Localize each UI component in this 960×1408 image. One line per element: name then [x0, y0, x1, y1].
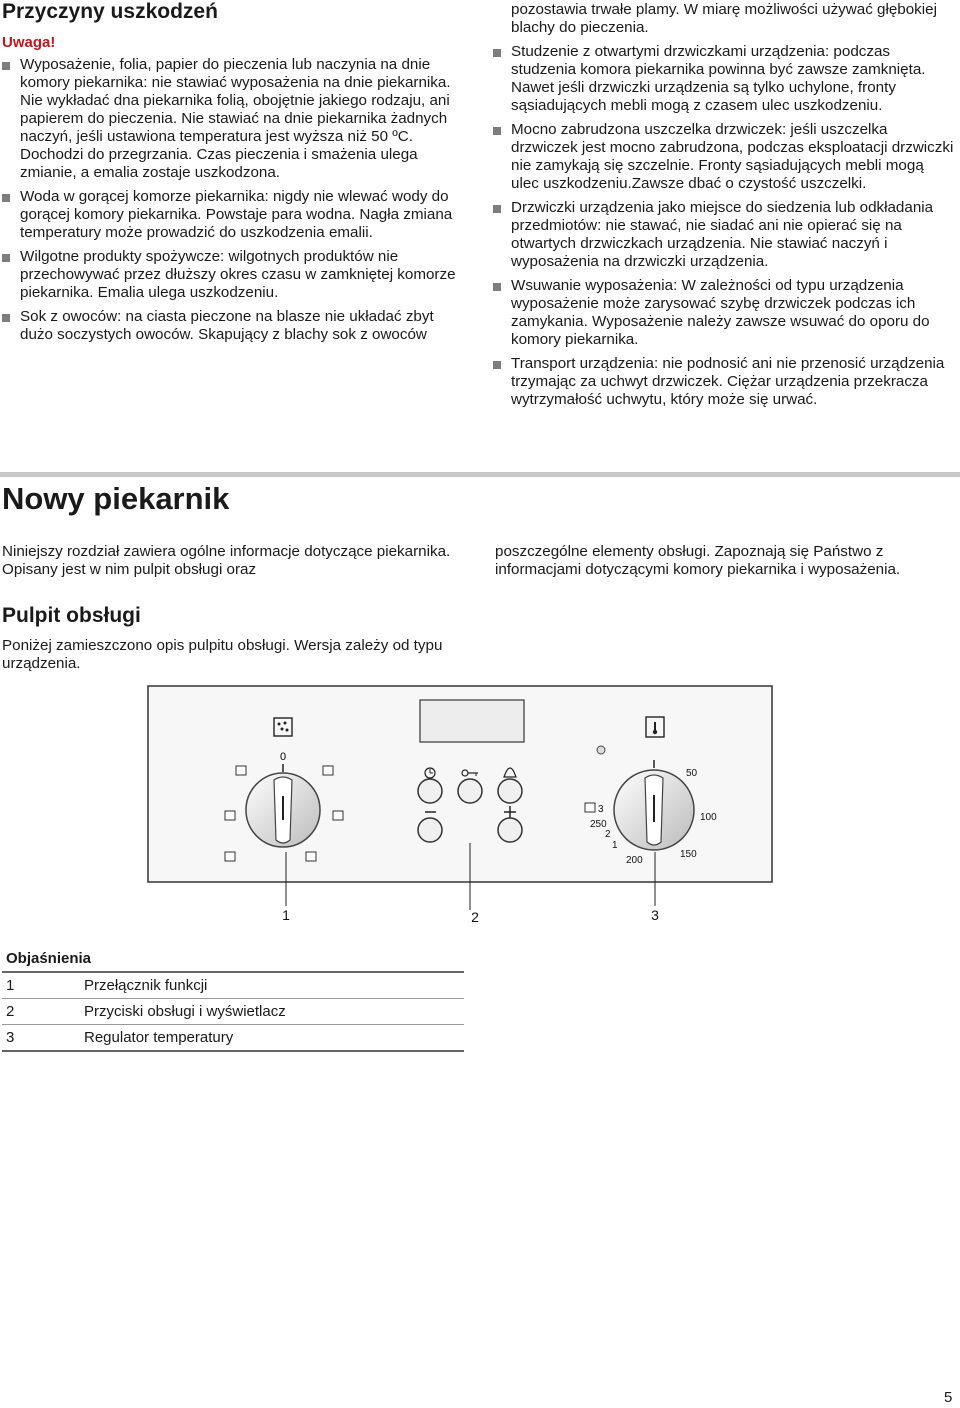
panel-intro-text: Poniżej zamieszczono opis pulpitu obsługi. Wersja zależy od typu urządzenia. [2, 637, 443, 672]
section-title-damage: Przyczyny uszkodzeń [2, 0, 218, 23]
display-window [420, 700, 524, 742]
table-row [2, 999, 464, 1025]
section-divider [0, 472, 960, 477]
list-item [2, 248, 464, 302]
intro-right-text: poszczególne elementy obsługi. Zapoznają się Państwo z informacjami dotyczącymi komory piekarnika i wyposażenia. [495, 543, 901, 578]
legend-number: 2 [2, 999, 80, 1025]
list-item [493, 121, 955, 193]
bullet-square-icon [2, 314, 10, 322]
list-item-text: Wsuwanie wyposażenia: W zależności od typu urządzenia wyposażenie może zarysować szybę drzwiczek podczas ich zamykania. Wyposażenie należy zawsze wsuwać do oporu do komory piekarnika. [511, 277, 930, 348]
temp-label: 50 [686, 768, 698, 779]
temp-label: 1 [612, 840, 618, 851]
temp-label: 200 [626, 855, 643, 866]
bullet-square-icon [493, 283, 501, 291]
bullet-square-icon [493, 49, 501, 57]
temp-label: 3 [598, 804, 604, 815]
callout-number: 2 [471, 909, 479, 925]
list-item [493, 355, 955, 409]
list-item [2, 308, 464, 344]
section-title-new-oven: Nowy piekarnik [2, 481, 230, 516]
list-item [493, 43, 955, 115]
legend-label: Przyciski obsługi i wyświetlacz [80, 999, 464, 1025]
table-row [2, 1025, 464, 1052]
list-item-text: Woda w gorącej komorze piekarnika: nigdy nie wlewać wody do gorącej komory piekarnika. Powstaje para wodna. Nagła zmiana temperatury może prowadzić do uszkodzenia emalii. [20, 188, 453, 241]
temp-label: 250 [590, 819, 607, 830]
list-item-text: Studzenie z otwartymi drzwiczkami urządzenia: podczas studzenia komora piekarnika powinna być zawsze zamknięta. Nawet jeśli drzwiczki urządzenia są tylko uchylone, fronty sąsiadujących mebli mogą z czasem ulec uszkodzeniu. [511, 43, 926, 114]
list-item-text: Wyposażenie, folia, papier do pieczenia lub naczynia na dnie komory piekarnika: nie stawiać wyposażenia na dnie piekarnika. Nie wykładać dna piekarnika folią, obojętnie jakiego rodzaju, ani papierem do pieczenia. Nie stawiać na dnie piekarnika żadnych naczyń, jeśli ustawiona temperatura jest wyższa niż 50 ºC. Dochodzi do przegrzania. Czas pieczenia i smażenia ulega zmianie, a emalia zostaje uszkodzona. [20, 56, 451, 181]
table-row [2, 972, 464, 999]
bullet-square-icon [493, 205, 501, 213]
list-item [2, 188, 464, 242]
grill-symbol-icon [585, 803, 595, 812]
temp-label: 100 [700, 812, 717, 823]
bullet-square-icon [2, 62, 10, 70]
section-title-panel: Pulpit obsługi [2, 604, 141, 627]
control-panel-diagram [140, 680, 780, 930]
legend-header: Objaśnienia [2, 946, 464, 972]
timer-button [418, 779, 442, 803]
temperature-knob [614, 770, 694, 850]
list-item-text: Transport urządzenia: nie podnosić ani nie przenosić urządzenia trzymając za uchwyt drzwiczek. Ciężar urządzenia przekracza wytrzymałość uchwytu, który może się urwać. [511, 355, 945, 408]
temp-label: 150 [680, 849, 697, 860]
legend-header-row [2, 946, 464, 972]
callout-number: 3 [651, 907, 659, 923]
bullet-square-icon [493, 361, 501, 369]
legend-label: Przełącznik funkcji [80, 972, 464, 999]
list-item [2, 56, 464, 182]
list-item-text: Wilgotne produkty spożywcze: wilgotnych produktów nie przechowywać przez dłuższy okres czasu w zamkniętej komorze piekarnika. Emalia ulega uszkodzeniu. [20, 248, 456, 301]
legend-number: 1 [2, 972, 80, 999]
list-item-text: Mocno zabrudzona uszczelka drzwiczek: jeśli uszczelka drzwiczek jest mocno zabrudzona, podczas eksploatacji drzwiczki nie zamykają się szczelnie. Fronty sąsiadujących mebli mogą ulec uszkodzeniu.Zawsze dbać o czystość uszczelki. [511, 121, 954, 192]
bullet-square-icon [2, 194, 10, 202]
list-item [493, 199, 955, 271]
bullet-square-icon [493, 127, 501, 135]
legend-table [2, 946, 464, 1052]
lock-button [458, 779, 482, 803]
list-item-text: Sok z owoców: na ciasta pieczone na blasze nie układać zbyt dużo soczystych owoców. Skapujący z blachy sok z owoców [20, 308, 434, 343]
plus-button [498, 818, 522, 842]
warning-label: Uwaga! [2, 34, 56, 51]
list-item-text: Drzwiczki urządzenia jako miejsce do siedzenia lub odkładania przedmiotów: nie stawać, nie siadać ani nie opierać się na otwartych drzwiczkach urządzenia. Nie stawiać naczyń i wyposażenia na drzwiczki urządzenia. [511, 199, 934, 270]
callout-number: 1 [282, 907, 290, 923]
legend-number: 3 [2, 1025, 80, 1052]
intro-left-text: Niniejszy rozdział zawiera ogólne informacje dotyczące piekarnika. Opisany jest w nim pulpit obsługi oraz [2, 543, 451, 578]
indicator-lamp [597, 746, 605, 754]
temp-label: 2 [605, 829, 611, 840]
damage-left-column [2, 56, 464, 348]
bullet-square-icon [2, 254, 10, 262]
list-item [493, 277, 955, 349]
minus-button [418, 818, 442, 842]
function-knob [246, 773, 320, 847]
page-number: 5 [944, 1389, 953, 1406]
knob-zero-label: 0 [279, 751, 287, 763]
damage-right-column [493, 1, 955, 413]
alarm-button [498, 779, 522, 803]
legend-label: Regulator temperatury [80, 1025, 464, 1052]
continuation-text: pozostawia trwałe plamy. W miarę możliwości używać głębokiej blachy do pieczenia. [511, 1, 937, 36]
